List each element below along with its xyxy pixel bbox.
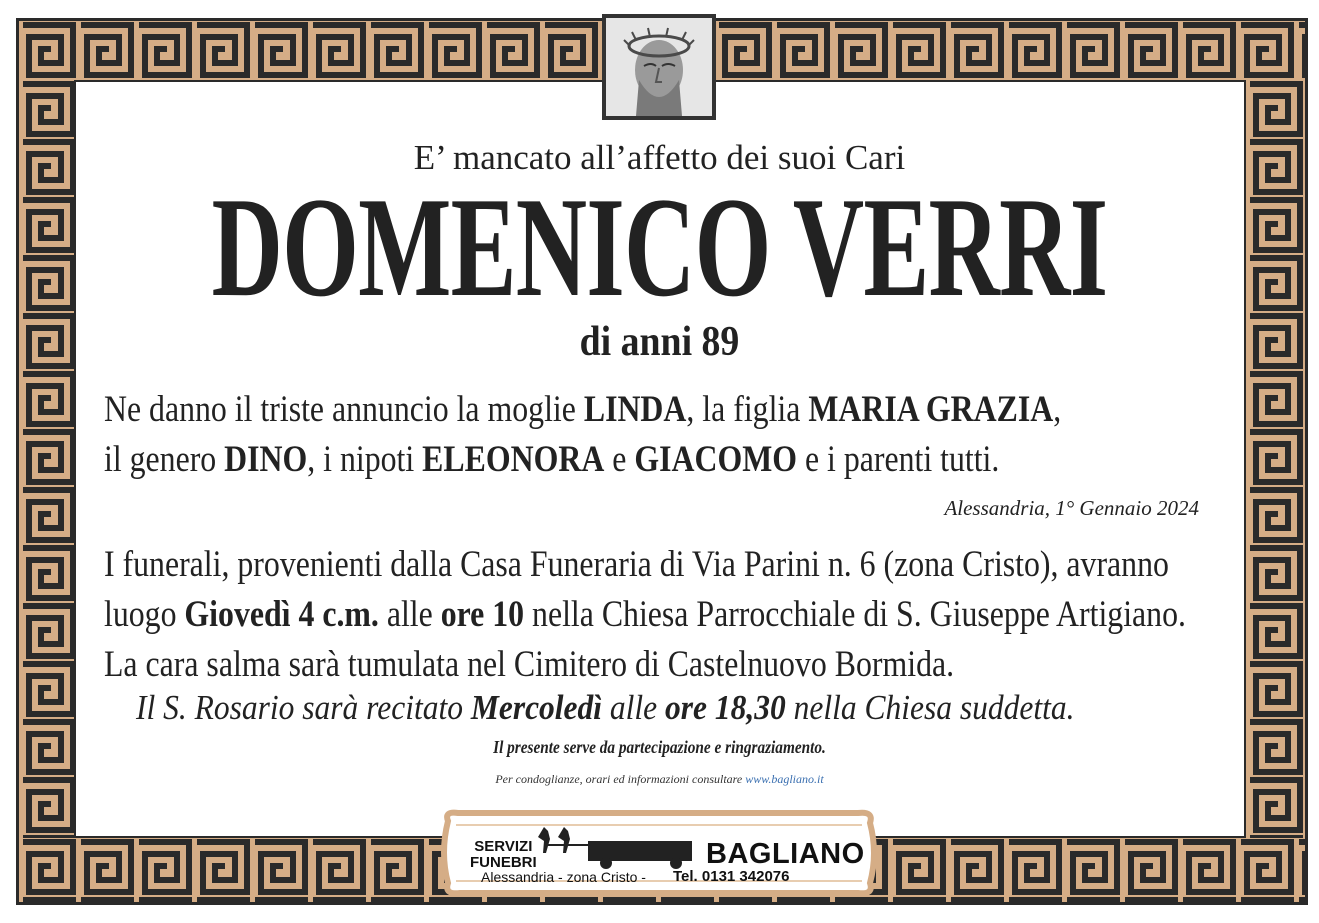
- announcement-line-1: Ne danno il triste annuncio la moglie LINDA, la figlia MARIA GRAZIA,: [104, 389, 1062, 430]
- intro-text: E’ mancato all’affetto dei suoi Cari: [413, 138, 906, 177]
- greek-key-pattern: [19, 80, 74, 838]
- logo-servizi-funebri: SERVIZI FUNEBRI: [470, 838, 537, 871]
- announcement-paragraph: [104, 385, 1061, 485]
- logo-brand: BAGLIANO: [706, 838, 865, 870]
- web-note: Per condoglianze, orari ed informazioni consultare www.bagliano.it: [495, 772, 824, 786]
- announcement-line-2: il genero DINO, i nipoti ELEONORA e GIACOMO e i parenti tutti.: [104, 439, 1000, 480]
- age-text: di anni 89: [579, 319, 740, 365]
- rosary-line: Il S. Rosario sarà recitato Mercoledì alle ore 18,30 nella Chiesa suddetta.: [136, 688, 1075, 727]
- funeral-line-3: La cara salma sarà tumulata nel Cimitero di Castelnuovo Bormida.: [104, 644, 955, 685]
- religious-portrait-icon: [602, 14, 716, 120]
- greek-key-border-left: [19, 80, 74, 838]
- logo-phone: Tel. 0131 342076: [673, 868, 790, 885]
- website-link[interactable]: www.bagliano.it: [745, 772, 824, 786]
- logo-address: Alessandria - zona Cristo -: [481, 869, 646, 885]
- funeral-paragraph: [104, 540, 1186, 690]
- deceased-name: DOMENICO VERRI: [211, 168, 1108, 326]
- funeral-line-2: luogo Giovedì 4 c.m. alle ore 10 nella Chiesa Parrocchiale di S. Giuseppe Artigiano.: [104, 594, 1186, 635]
- greek-key-border-right: [1246, 80, 1305, 838]
- place-date: Alessandria, 1° Gennaio 2024: [944, 496, 1199, 520]
- thanks-note: Il presente serve da partecipazione e ringraziamento.: [493, 737, 826, 757]
- funeral-line-1: I funerali, provenienti dalla Casa Funeraria di Via Parini n. 6 (zona Cristo), avranno: [104, 544, 1169, 585]
- greek-key-pattern: [1246, 80, 1305, 838]
